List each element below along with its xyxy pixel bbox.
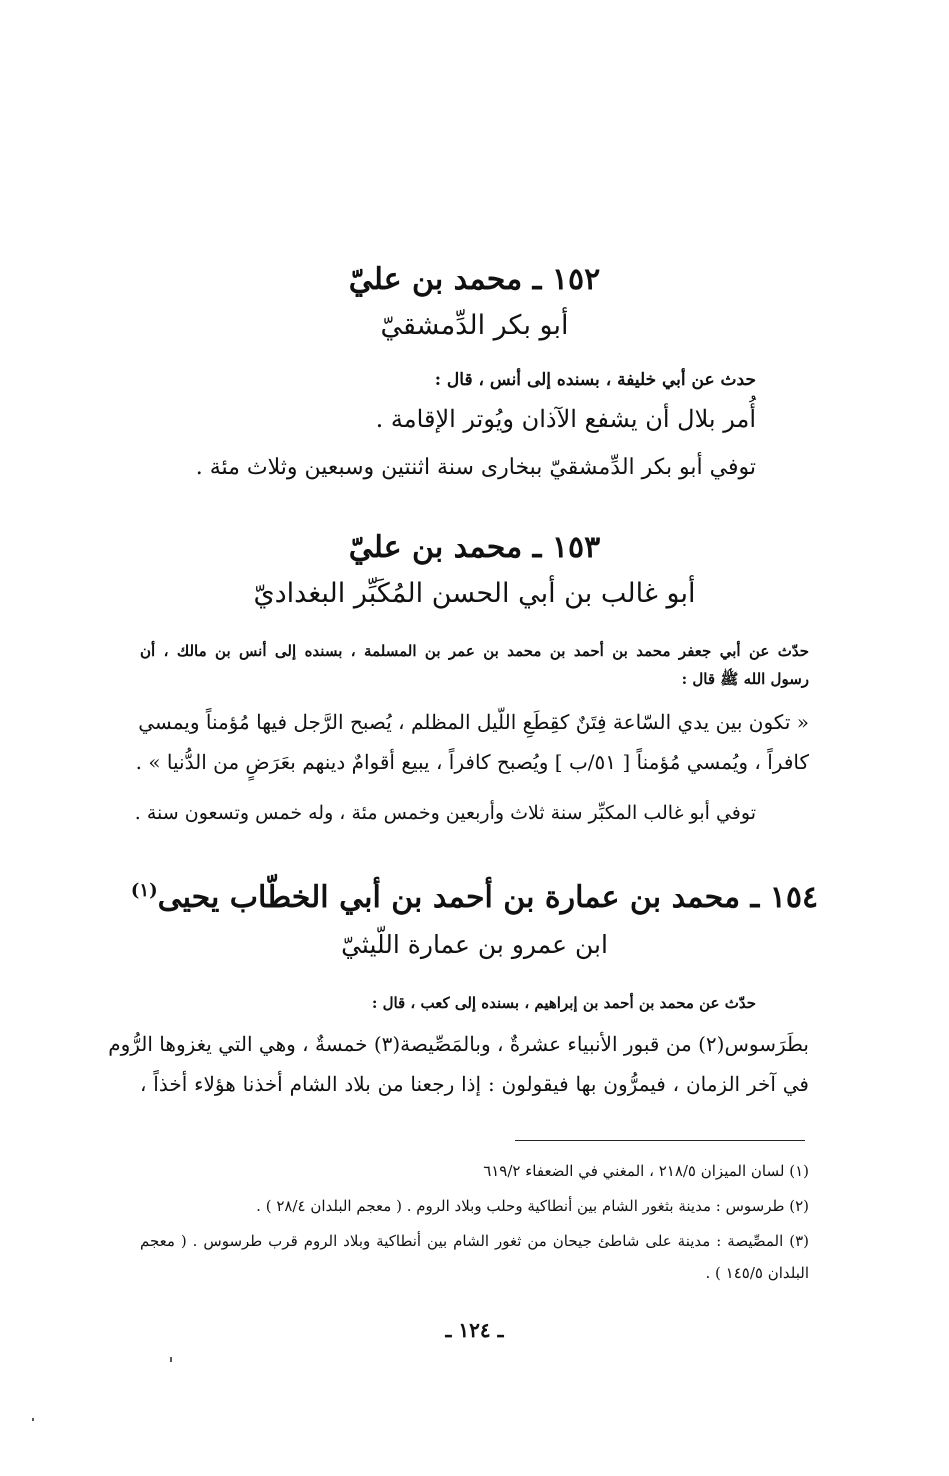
entry-154-text-line2: في آخر الزمان ، فيمرُّون بها فيقولون : إذا رجعنا من بلاد الشام أخذنا هؤلاء أخذاً ، (140, 1072, 809, 1096)
entry-154-footnote-ref: (١) (130, 880, 158, 901)
entry-154-isnad: حدّث عن محمد بن أحمد بن إبراهيم ، بسنده إلى كعب ، قال : (371, 994, 756, 1012)
entry-153-hadith-line2: كافراً ، ويُمسي مُؤمناً [ ٥١/ب ] ويُصبح كافراً ، يبيع أقوامٌ دينهم بعَرَضٍ من الدُّنيا » . (135, 750, 809, 774)
entry-154-title (0, 880, 949, 915)
footnote-1: (١) لسان الميزان ٢١٨/٥ ، المغني في الضعفاء ٦١٩/٢ (483, 1162, 809, 1180)
entry-152-isnad: حدث عن أبي خليفة ، بسنده إلى أنس ، قال : (434, 370, 756, 390)
entry-153-death: توفي أبو غالب المكبِّر سنة ثلاث وأربعين وخمس مئة ، وله خمس وتسعون سنة . (134, 802, 756, 824)
entry-154-title-text: ١٥٤ ـ محمد بن عمارة بن أحمد بن أبي الخطّاب يحيى (157, 880, 819, 915)
footnote-3-line1: (٣) المصِّيصة : مدينة على شاطئ جيحان من ثغور الشام بين أنطاكية وبلاد الروم قرب طرسوس . ( معجم (140, 1232, 809, 1250)
footnote-2: (٢) طرسوس : مدينة بثغور الشام بين أنطاكية وحلب وبلاد الروم . ( معجم البلدان ٢٨/٤ ) . (256, 1197, 809, 1215)
entry-153-hadith-line1: « تكون بين يدي السّاعة فِتَنٌ كقِطَعِ اللّيل المظلم ، يُصبح الرَّجل فيها مُؤمناً ويمسي (138, 710, 809, 734)
entry-152-subtitle: أبو بكر الدِّمشقيّ (380, 310, 569, 341)
entry-153-subtitle: أبو غالب بن أبي الحسن المُكَبِّر البغداديّ (253, 578, 696, 609)
entry-152-death: توفي أبو بكر الدِّمشقيّ ببخارى سنة اثنتين وسبعين وثلاث مئة . (195, 455, 756, 480)
scan-speck (32, 1418, 34, 1421)
footnote-3-line2: البلدان ١٤٥/٥ ) . (705, 1264, 809, 1282)
scan-speck (170, 1357, 172, 1362)
entry-152-hadith: أُمر بلال أن يشفع الآذان ويُوتر الإقامة . (375, 405, 756, 433)
entry-154-text-line1: بطَرَسوس(٢) من قبور الأنبياء عشرةٌ ، وبالمَصِّيصة(٣) خمسةٌ ، وهي التي يغزوها الرُّوم (108, 1032, 809, 1056)
entry-153-title: ١٥٣ ـ محمد بن عليّ (348, 530, 601, 565)
entry-154-subtitle: ابن عمرو بن عمارة اللّيثيّ (341, 930, 608, 959)
entry-153-isnad-line1: حدّث عن أبي جعفر محمد بن أحمد بن محمد بن عمر بن المسلمة ، بسنده إلى أنس بن مالك ، أن (140, 642, 809, 660)
entry-152-title: ١٥٢ ـ محمد بن عليّ (348, 262, 601, 297)
page-number: ـ ١٢٤ ـ (445, 1318, 504, 1342)
footnote-divider (515, 1140, 805, 1141)
entry-153-isnad-line2: رسول الله ﷺ قال : (681, 670, 809, 688)
